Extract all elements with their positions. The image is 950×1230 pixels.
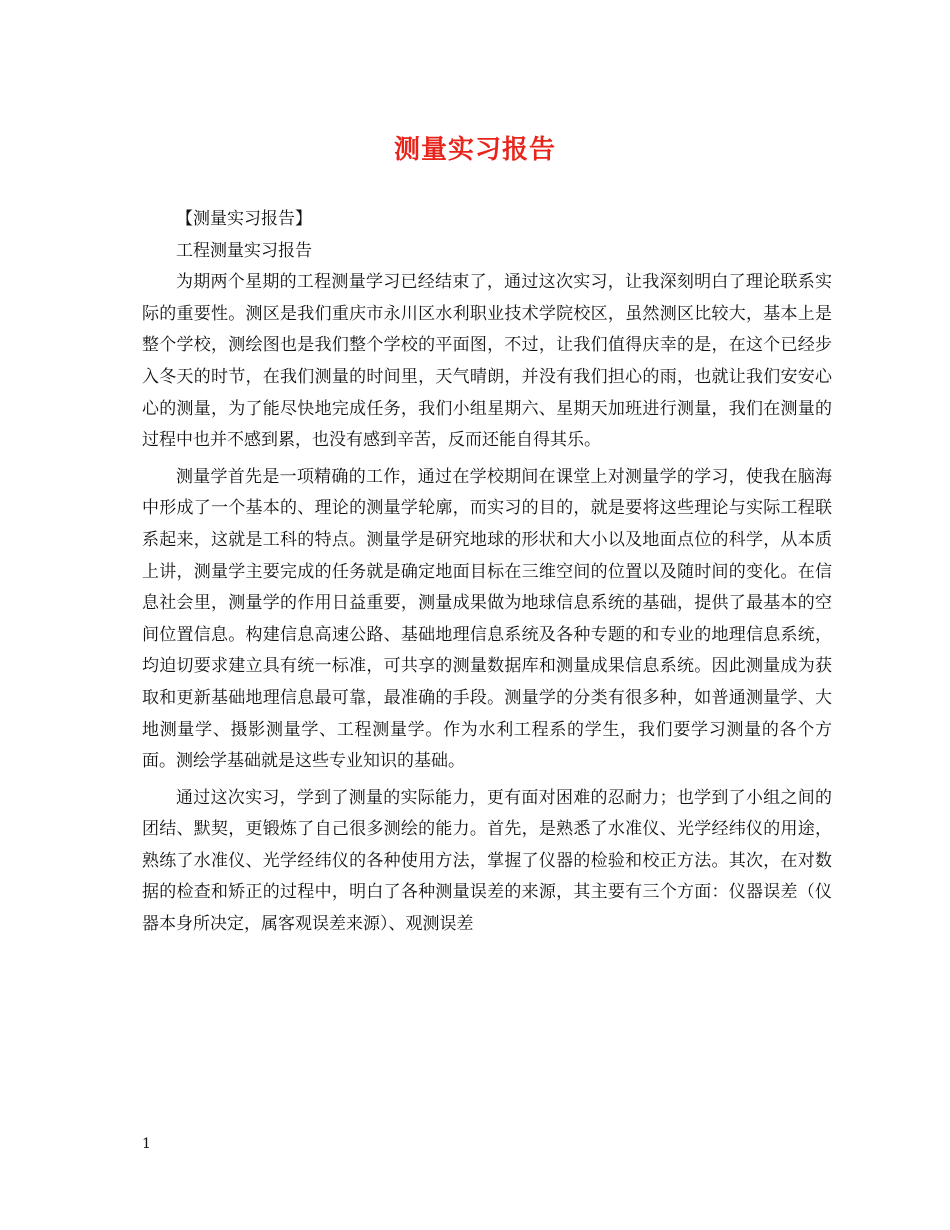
document-subtitle: 工程测量实习报告 — [176, 240, 312, 261]
heading-bracket: 【测量实习报告】 — [176, 209, 312, 229]
document-title: 测量实习报告 — [393, 135, 556, 165]
page-number: 1 — [142, 1136, 151, 1152]
document-body — [142, 204, 832, 946]
paragraph: 测量学首先是一项精确的工作，通过在学校期间在课堂上对测量学的学习，使我在脑海中形成了一个基本的、理论的测量学轮廓，而实习的目的，就是要将这些理论与实际工程联系起来，这就是工科的特点。测量学是研究地球的形状和大小以及地面点位的科学，从本质上讲，测量学主要完成的任务就是确定地面目标在三维空间的位置以及随时间的变化。在信息社会里，测量学的作用日益重要，测量成果做为地球信息系统的基础，提供了最基本的空间位置信息。构建信息高速公路、基础地理信息系统及各种专题的和专业的地理信息系统，均迫切要求建立具有统一标准，可共享的测量数据库和测量成果信息系统。因此测量成为获取和更新基础地理信息最可靠，最准确的手段。测量学的分类有很多种，如普通测量学、大地测量学、摄影测量学、工程测量学。作为水利工程系的学生，我们要学习测量的各个方面。测绘学基础就是这些专业知识的基础。 — [142, 466, 832, 772]
paragraph: 为期两个星期的工程测量学习已经结束了，通过这次实习，让我深刻明白了理论联系实际的重要性。测区是我们重庆市永川区水利职业技术学院校区，虽然测区比较大，基本上是整个学校，测绘图也是我们整个学校的平面图，不过，让我们值得庆幸的是，在这个已经步入冬天的时节，在我们测量的时间里，天气晴朗，并没有我们担心的雨，也就让我们安安心心的测量，为了能尽快地完成任务，我们小组星期六、星期天加班进行测量，我们在测量的过程中也并不感到累，也没有感到辛苦，反而还能自得其乐。 — [142, 272, 832, 451]
paragraph: 通过这次实习，学到了测量的实际能力，更有面对困难的忍耐力；也学到了小组之间的团结、默契，更锻炼了自己很多测绘的能力。首先，是熟悉了水准仪、光学经纬仪的用途，熟练了水准仪、光学经纬仪的各种使用方法，掌握了仪器的检验和校正方法。其次，在对数据的检查和矫正的过程中，明白了各种测量误差的来源，其主要有三个方面：仪器误差（仪器本身所决定，属客观误差来源）、观测误差 — [142, 787, 832, 935]
